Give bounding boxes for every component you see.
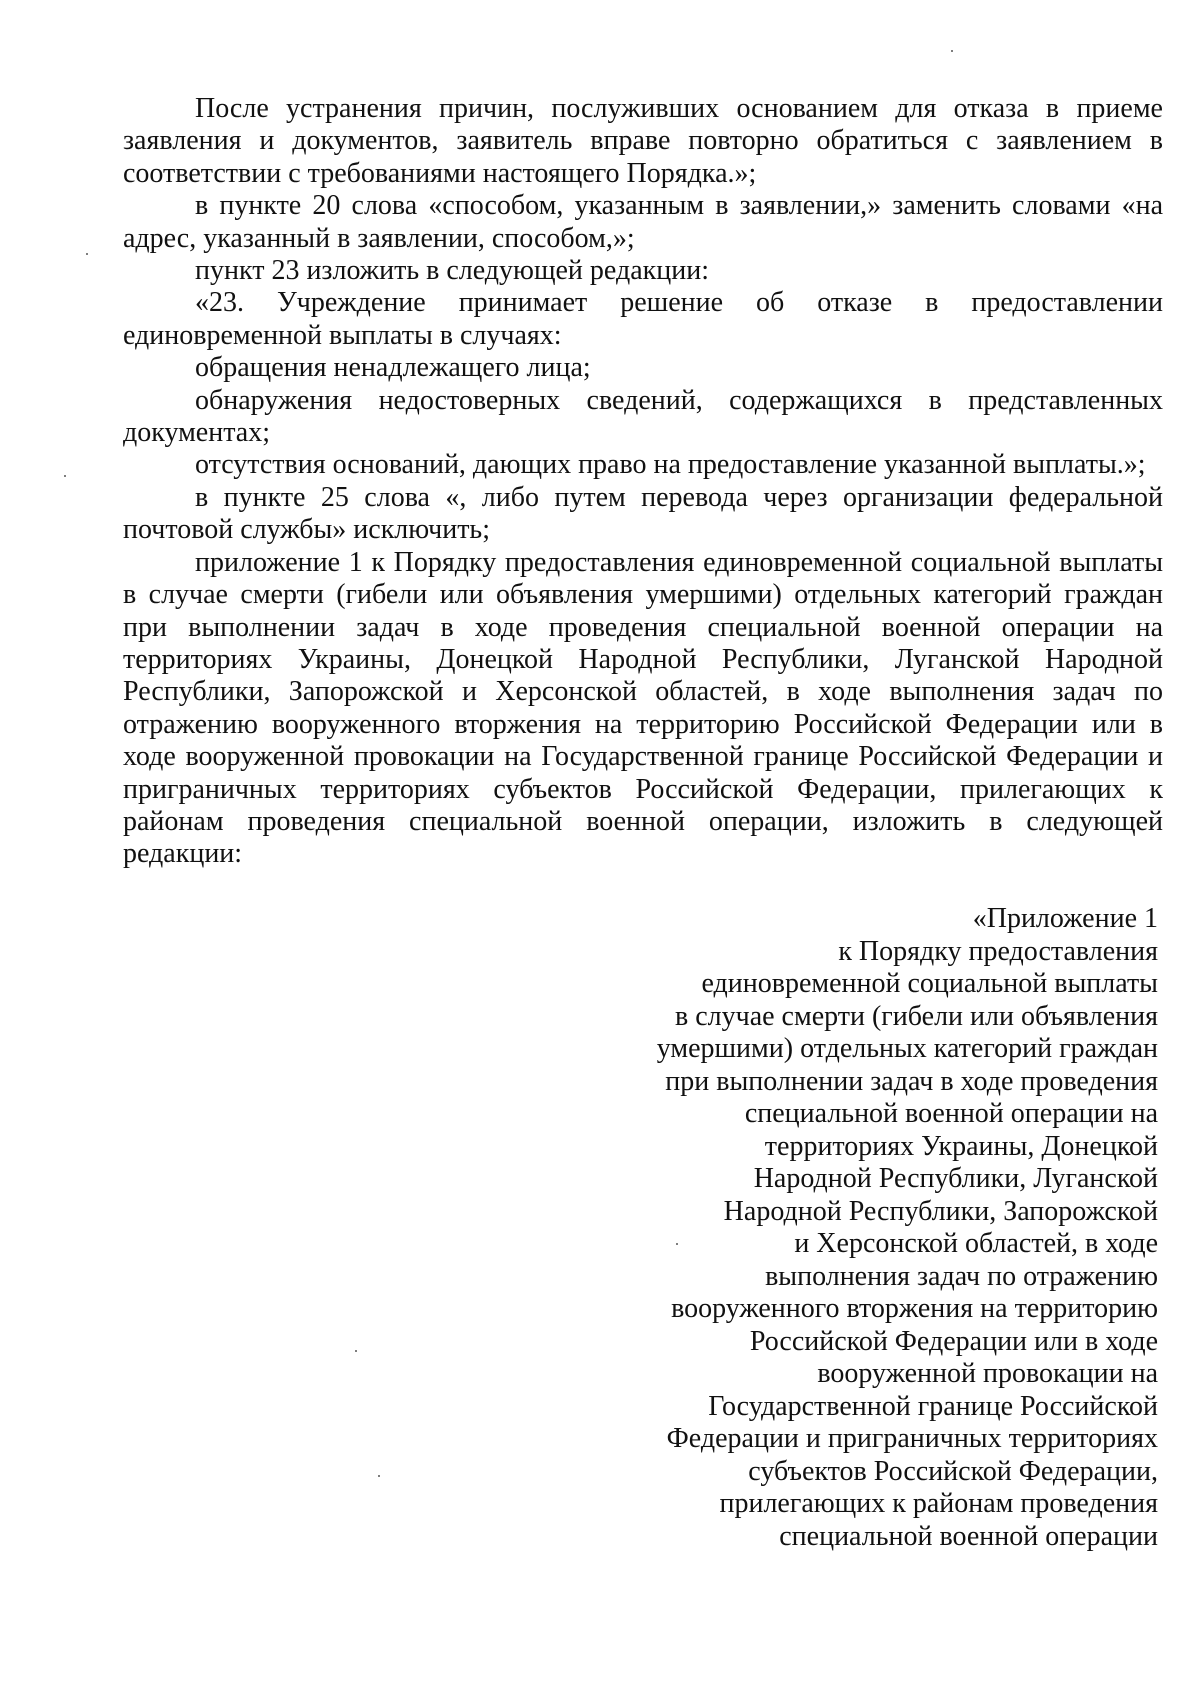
document-body bbox=[123, 93, 1163, 871]
scan-speck bbox=[676, 1243, 678, 1245]
scan-speck bbox=[64, 475, 66, 477]
paragraph: обнаружения недостоверных сведений, содержащихся в представленных документах; bbox=[123, 384, 1163, 449]
appendix-line: выполнения задач по отражению bbox=[765, 1260, 1158, 1292]
appendix-line: к Порядку предоставления bbox=[838, 935, 1158, 967]
paragraph: в пункте 25 слова «, либо путем перевода через организации федеральной почтовой службы» исключить; bbox=[123, 481, 1163, 546]
appendix-line: единовременной социальной выплаты bbox=[701, 968, 1158, 999]
appendix-line: и Херсонской областей, в ходе bbox=[794, 1228, 1158, 1259]
appendix-line: Государственной границе Российской bbox=[708, 1390, 1158, 1422]
appendix-line: Федерации и приграничных территориях bbox=[666, 1423, 1158, 1454]
scan-speck bbox=[355, 1350, 357, 1352]
appendix-line: территориях Украины, Донецкой bbox=[764, 1130, 1158, 1162]
scan-speck bbox=[951, 50, 953, 52]
appendix-header bbox=[598, 903, 1158, 1553]
appendix-line: Российской Федерации или в ходе bbox=[749, 1325, 1158, 1357]
appendix-line: при выполнении задач в ходе проведения bbox=[665, 1065, 1158, 1097]
appendix-line: «Приложение 1 bbox=[972, 903, 1158, 934]
paragraph: «23. Учреждение принимает решение об отказе в предоставлении единовременной выплаты в случаях: bbox=[123, 287, 1163, 351]
appendix-line: прилегающих к районам проведения bbox=[719, 1488, 1158, 1519]
appendix-line: вооруженной провокации на bbox=[817, 1358, 1158, 1389]
paragraph: отсутствия оснований, дающих право на предоставление указанной выплаты.»; bbox=[195, 449, 1146, 481]
scan-speck bbox=[378, 1475, 380, 1477]
paragraph: обращения ненадлежащего лица; bbox=[195, 352, 591, 384]
scan-speck bbox=[86, 253, 88, 255]
appendix-line: Народной Республики, Луганской bbox=[753, 1163, 1158, 1194]
paragraph: в пункте 20 слова «способом, указанным в заявлении,» заменить словами «на адрес, указанный в заявлении, способом,»; bbox=[123, 190, 1163, 254]
appendix-line: субъектов Российской Федерации, bbox=[748, 1455, 1158, 1487]
appendix-line: вооруженного вторжения на территорию bbox=[671, 1293, 1158, 1324]
paragraph: После устранения причин, послуживших основанием для отказа в приеме заявления и документов, заявитель вправе повторно обратиться с заявлением в соответствии с требованиями настоящего Порядка.»; bbox=[123, 93, 1163, 189]
appendix-line: специальной военной операции bbox=[779, 1520, 1158, 1552]
appendix-line: в случае смерти (гибели или объявления bbox=[675, 1000, 1158, 1032]
appendix-line: специальной военной операции на bbox=[744, 1098, 1158, 1129]
paragraph: приложение 1 к Порядку предоставления единовременной социальной выплаты в случае смерти (гибели или объявления умершими) отдельных категорий граждан при выполнении задач в ходе проведения специальной военной операции на территориях Украины, Донецкой Народной Республики, Луганской Народной Республики, Запорожской и Херсонской областей, в ходе выполнения задач по отражению вооруженного вторжения на территорию Российской Федерации или в ходе вооруженной провокации на Государственной границе Российской Федерации и приграничных территориях субъектов Российской Федерации, прилегающих к районам проведения специальной военной операции, изложить в следующей редакции: bbox=[123, 546, 1163, 870]
appendix-line: Народной Республики, Запорожской bbox=[723, 1195, 1158, 1227]
paragraph: пункт 23 изложить в следующей редакции: bbox=[195, 255, 709, 287]
appendix-line: умершими) отдельных категорий граждан bbox=[656, 1033, 1158, 1064]
